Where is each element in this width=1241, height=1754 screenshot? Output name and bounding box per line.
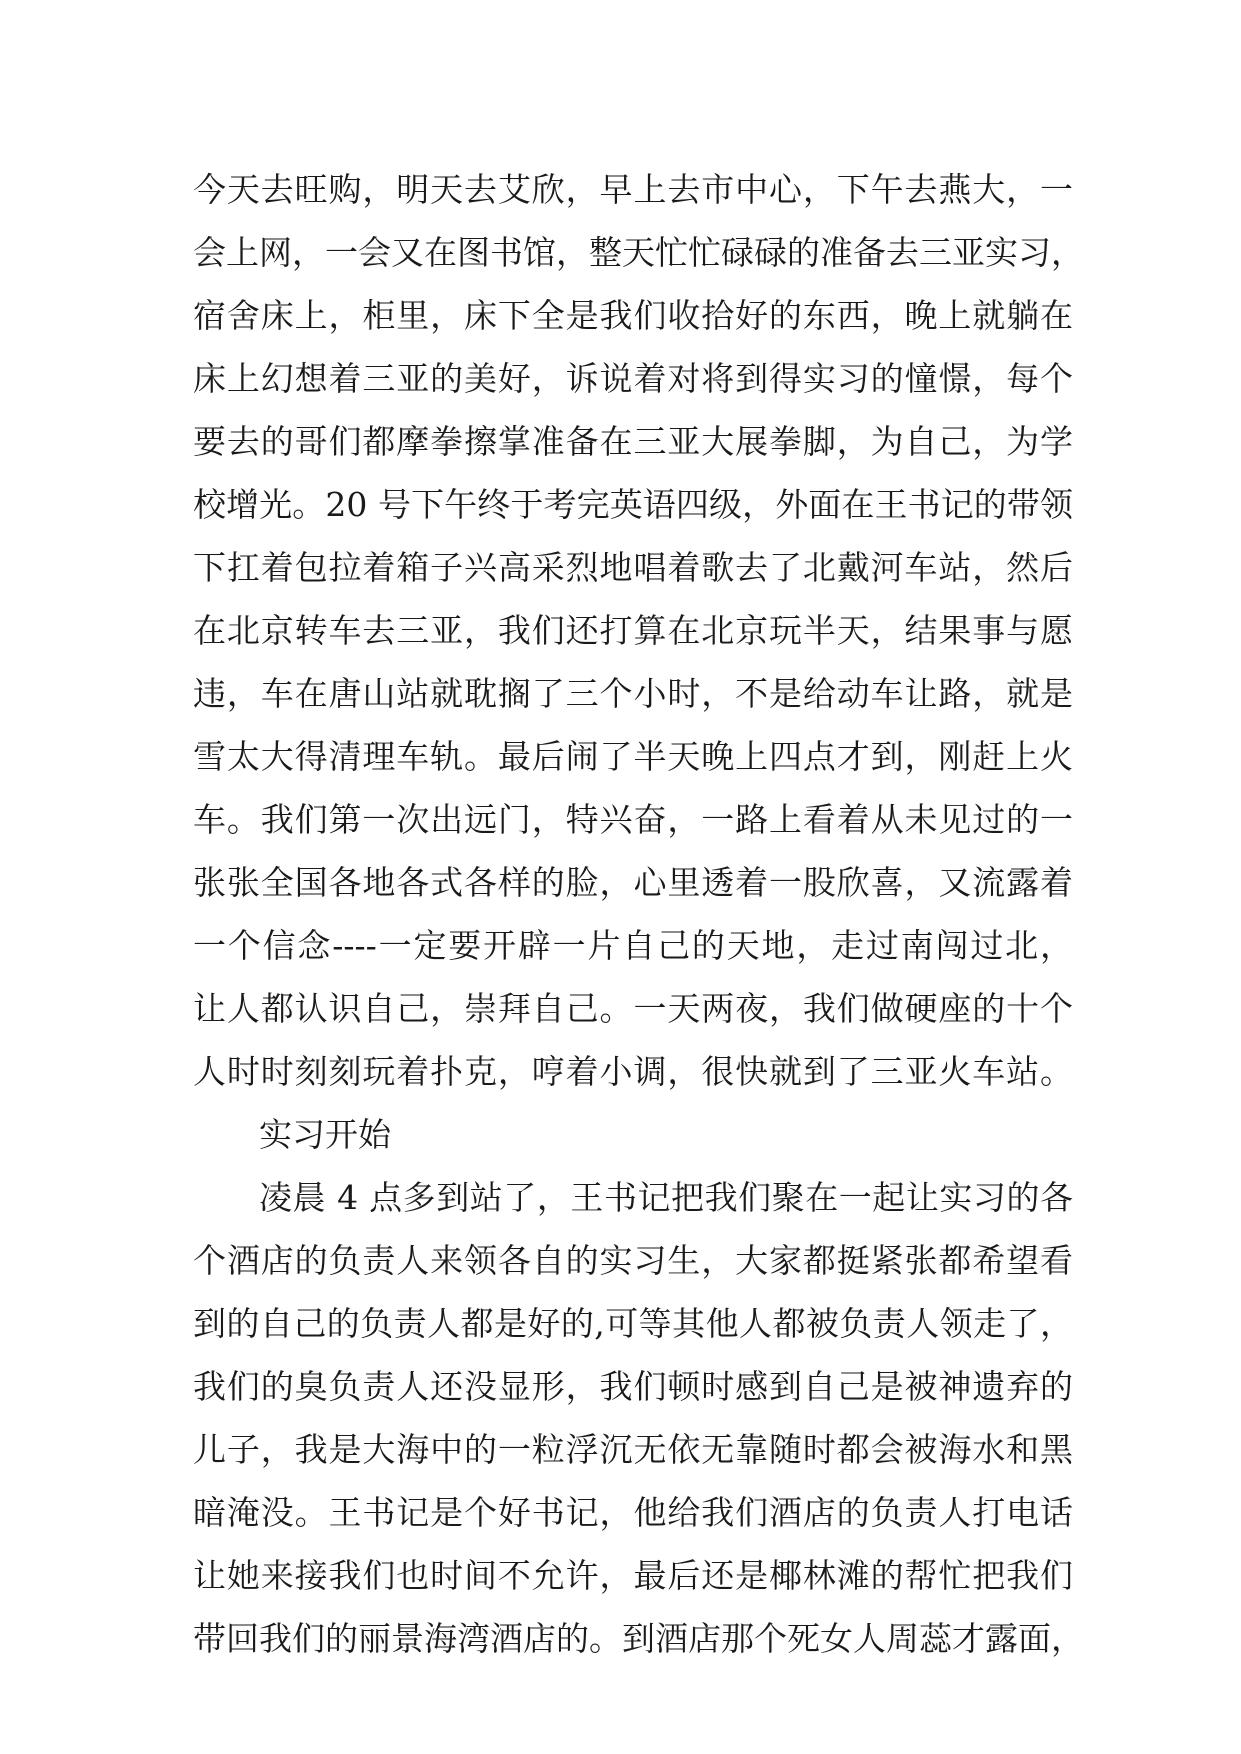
text-line: 个酒店的负责人来领各自的实习生，大家都挺紧张都希望看 <box>193 1241 1073 1280</box>
text-line: 校增光。20 号下午终于考完英语四级，外面在王书记的带领 <box>193 485 1073 524</box>
text-line: 宿舍床上，柜里，床下全是我们收拾好的东西，晚上就躺在 <box>193 296 1073 335</box>
text-line: 违，车在唐山站就耽搁了三个小时，不是给动车让路，就是 <box>193 674 1073 713</box>
text-line: 儿子，我是大海中的一粒浮沉无依无靠随时都会被海水和黑 <box>193 1430 1073 1469</box>
text-line: 让人都认识自己，崇拜自己。一天两夜，我们做硬座的十个 <box>193 989 1073 1028</box>
text-line: 张张全国各地各式各样的脸，心里透着一股欣喜，又流露着 <box>193 863 1073 902</box>
text-line: 带回我们的丽景海湾酒店的。到酒店那个死女人周蕊才露面， <box>193 1619 1084 1658</box>
text-line: 到的自己的负责人都是好的,可等其他人都被负责人领走了， <box>193 1304 1073 1343</box>
paragraph-2 <box>193 1166 1084 1670</box>
text-line: 我们的臭负责人还没显形，我们顿时感到自己是被神遗弃的 <box>193 1367 1073 1406</box>
text-line: 凌晨 4 点多到站了，王书记把我们聚在一起让实习的各 <box>259 1178 1073 1217</box>
text-line: 今天去旺购，明天去艾欣，早上去市中心，下午去燕大，一 <box>193 170 1073 209</box>
body-text <box>193 158 1084 1670</box>
text-line: 在北京转车去三亚，我们还打算在北京玩半天，结果事与愿 <box>193 611 1073 650</box>
text-line: 床上幻想着三亚的美好，诉说着对将到得实习的憧憬，每个 <box>193 359 1073 398</box>
text-line: 下扛着包拉着箱子兴高采烈地唱着歌去了北戴河车站，然后 <box>193 548 1073 587</box>
text-line: 会上网，一会又在图书馆，整天忙忙碌碌的准备去三亚实习， <box>193 233 1084 272</box>
paragraph-1 <box>193 158 1084 1103</box>
text-line: 人时时刻刻玩着扑克，哼着小调，很快就到了三亚火车站。 <box>193 1052 1073 1091</box>
text-line: 要去的哥们都摩拳擦掌准备在三亚大展拳脚，为自己，为学 <box>193 422 1073 461</box>
text-line: 一个信念----一定要开辟一片自己的天地，走过南闯过北， <box>193 926 1073 965</box>
text-line: 雪太大得清理车轨。最后闹了半天晚上四点才到，刚赶上火 <box>193 737 1073 776</box>
text-line: 车。我们第一次出远门，特兴奋，一路上看着从未见过的一 <box>193 800 1073 839</box>
text-line: 暗淹没。王书记是个好书记，他给我们酒店的负责人打电话 <box>193 1493 1073 1532</box>
text-line: 让她来接我们也时间不允许，最后还是椰林滩的帮忙把我们 <box>193 1556 1073 1595</box>
section-heading: 实习开始 <box>259 1115 391 1154</box>
